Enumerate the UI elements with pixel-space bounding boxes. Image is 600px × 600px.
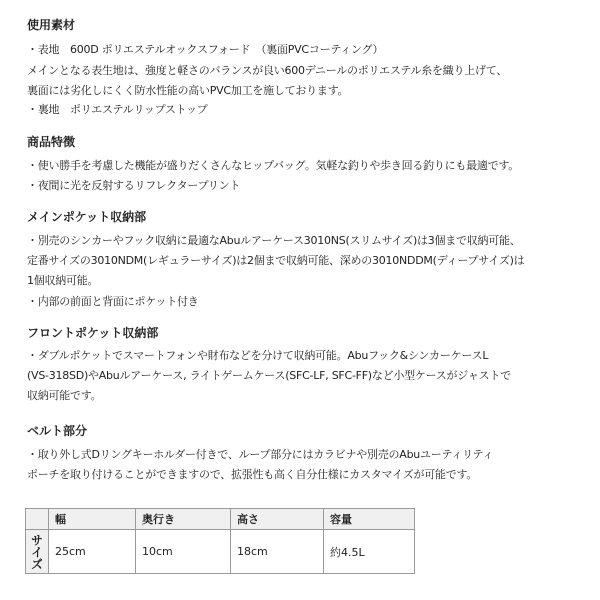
- materials-line: ・裏地 ポリエステルリップストップ: [27, 103, 208, 116]
- capacity-value: 約4.5L: [324, 530, 415, 574]
- table-corner-cell: [26, 509, 49, 530]
- height-value: 18cm: [231, 530, 324, 574]
- column-header-width: 幅: [49, 509, 136, 530]
- front-pocket-line: (VS-318SD)やAbuルアーケース, ライトゲームケース(SFC-LF, SFC-FF)など小型ケースがジャストで: [27, 369, 511, 382]
- front-pocket-line: ・ダブルポケットでスマートフォンや財布などを分けて収納可能。Abuフック&シンカーケースL: [27, 349, 489, 362]
- size-spec-table: [25, 508, 415, 574]
- materials-line: メインとなる表生地は、強度と軽さのバランスが良い600デニールのポリエステル糸を織り上げて、: [27, 64, 508, 77]
- features-line: ・夜間に光を反射するリフレクタープリント: [27, 179, 241, 192]
- front-pocket-line: 収納可能です。: [27, 389, 102, 402]
- depth-value: 10cm: [136, 530, 231, 574]
- row-header-size: サイズ: [26, 530, 49, 574]
- section-title-belt: ベルト部分: [27, 424, 88, 438]
- features-line: ・使い勝手を考慮した機能が盛りだくさんなヒップバッグ。気軽な釣りや歩き回る釣りにも最適です。: [27, 159, 519, 172]
- belt-line: ・取り外し式Dリングキーホルダー付きで、ループ部分にはカラビナや別売のAbuユーティリティ: [27, 448, 494, 461]
- main-pocket-line: ・内部の前面と背面にポケット付き: [27, 295, 199, 308]
- main-pocket-line: ・別売のシンカーやフック収納に最適なAbuルアーケース3010NS(スリムサイズ)は3個まで収納可能、: [27, 234, 521, 247]
- section-title-main-pocket: メインポケット収納部: [27, 210, 147, 224]
- column-header-capacity: 容量: [324, 509, 415, 530]
- section-title-materials: 使用素材: [27, 18, 76, 32]
- materials-line: ・表地 600D ポリエステルオックスフォード （裏面PVCコーティング）: [27, 43, 384, 56]
- section-title-features: 商品特徴: [27, 135, 76, 149]
- main-pocket-line: 定番サイズの3010NDM(レギュラーサイズ)は2個まで収納可能、深めの3010NDDM(ディープサイズ)は: [27, 254, 525, 267]
- column-header-height: 高さ: [231, 509, 324, 530]
- column-header-depth: 奥行き: [136, 509, 231, 530]
- table-header-row: [26, 509, 415, 530]
- section-title-front-pocket: フロントポケット収納部: [27, 326, 159, 340]
- belt-line: ポーチを取り付けることができますので、拡張性も高く自分仕様にカスタマイズが可能です。: [27, 468, 478, 481]
- width-value: 25cm: [49, 530, 136, 574]
- materials-line: 裏面には劣化しにくく防水性能の高いPVC加工を施しております。: [27, 84, 349, 97]
- table-row: [26, 530, 415, 574]
- main-pocket-line: 1個収納可能。: [27, 274, 99, 287]
